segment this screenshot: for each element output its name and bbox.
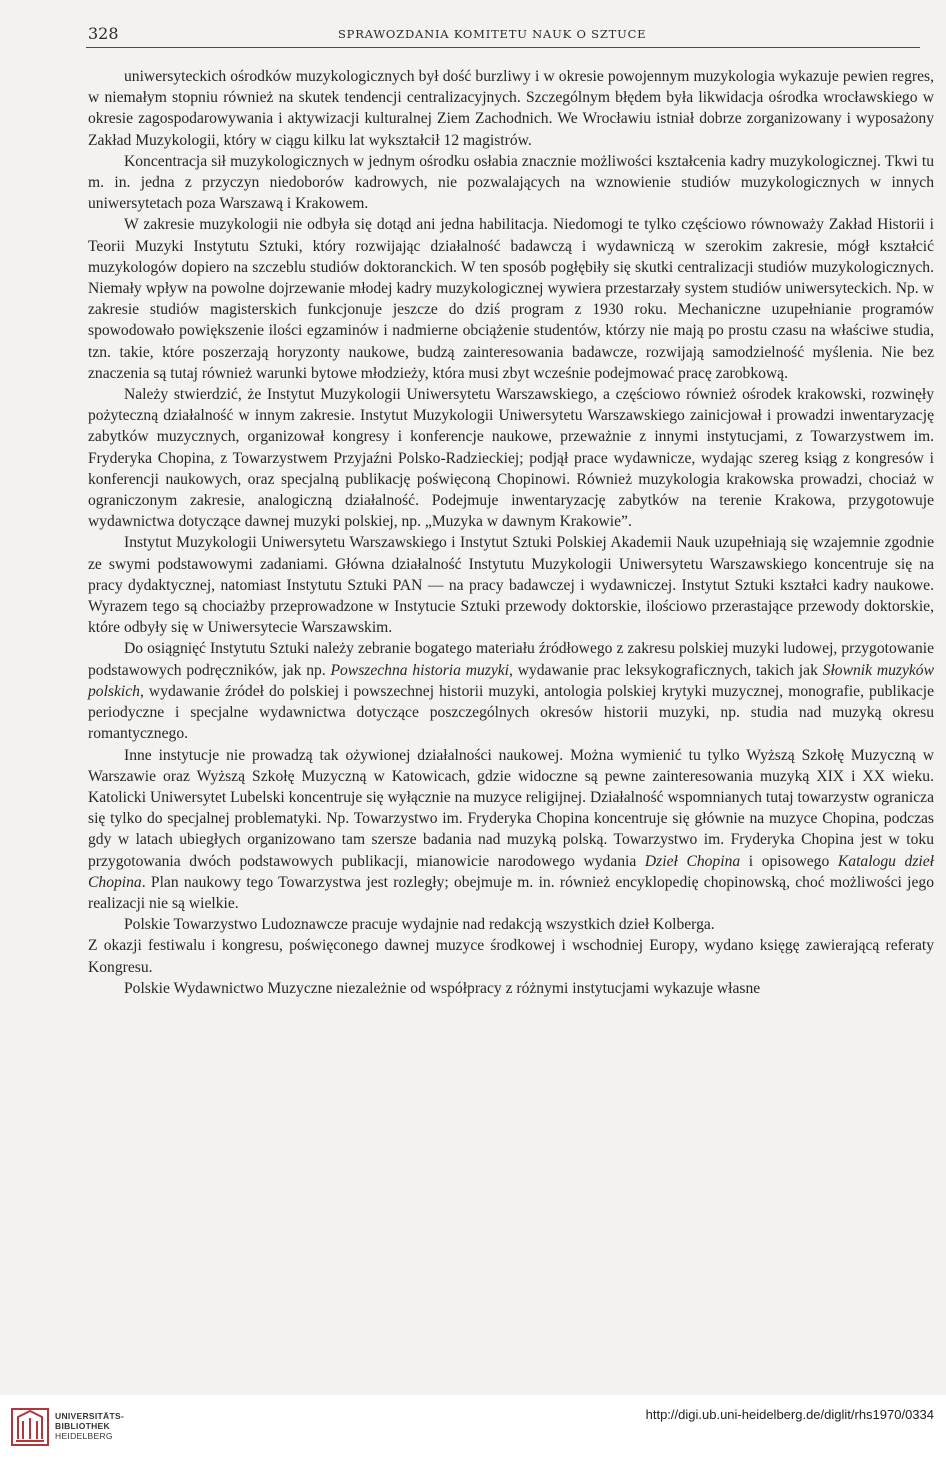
book-title: Dzieł Chopina <box>644 852 741 870</box>
library-logo-text <box>55 1411 124 1441</box>
text-run: Należy stwierdzić, że Instytut Muzykologii Uniwersytetu Warszawskiego, a częściowo również ośrodek krakowski, rozwinęły pożyteczną działalność w innym zakresie. Instytut Muzykologii Uniwersytetu Warszawskiego zainicjował i prowadzi inwentaryzację zabytków muzycznych, organizował kongresy i konferencje naukowe, przeważnie z innymi instytucjami, z Towarzystwem im. Fryderyka Chopina, z Towarzystwem Przyjaźni Polsko-Radzieckiej; podjął prace wydawnicze, wydając szereg ksiąg z kongresów i konferencji naukowych, oraz specjalną publikację poświęconą Chopinowi. Również muzykologia krakowska prowadzi, chociaż w ograniczonym zakresie, analogiczną działalność. Podejmuje inwentaryzację zabytków na terenie Krakowa, przygotowuje wydawnictwa dotyczące dawnej muzyki polskiej, np. „Muzyka w dawnym Krakowie”. <box>88 386 934 531</box>
paragraph <box>88 745 934 915</box>
text-run: i opisowego <box>740 852 838 870</box>
paragraph <box>88 384 934 532</box>
text-run: Polskie Wydawnictwo Muzyczne niezależnie od współpracy z różnymi instytucjami wykazuje własne <box>124 979 761 997</box>
book-title: Słownik muzyków polskich <box>88 661 934 700</box>
paragraph <box>88 66 934 151</box>
page-number: 328 <box>88 24 119 43</box>
paragraph <box>88 151 934 215</box>
paragraph <box>88 638 934 744</box>
text-run: Z okazji festiwalu i kongresu, poświęconego dawnej muzyce środkowej i wschodniej Europy, wydano księgę zawierającą referaty Kongresu. <box>88 937 934 976</box>
text-run: . Plan naukowy tego Towarzystwa jest rozległy; obejmuje m. in. również encyklopedię chopinowską, choć możliwości jego realizacji nie są wielkie. <box>88 873 934 912</box>
permalink-url[interactable]: http://digi.ub.uni-heidelberg.de/diglit/rhs1970/0334 <box>645 1407 934 1422</box>
book-title: Katalogu dzieł Chopina <box>88 852 934 891</box>
running-head <box>88 24 922 46</box>
paragraph <box>88 214 934 384</box>
paragraph <box>88 914 934 935</box>
text-run: Koncentracja sił muzykologicznych w jednym ośrodku osłabia znacznie możliwości kształcenia kadry muzykologicznej. Tkwi tu m. in. jedna z przyczyn niedoborów kadrowych, nie pozwalających na wznowienie studiów muzykologicznych w innych uniwersytetach poza Warszawą i Krakowem. <box>88 152 934 213</box>
library-crest-icon <box>10 1407 50 1447</box>
text-run: Do osiągnięć Instytutu Sztuki należy zebranie bogatego materiału źródłowego z zakresu polskiej muzyki ludowej, przygotowanie podstawowych podręczników, jak np. <box>88 640 934 679</box>
running-title: SPRAWOZDANIA KOMITETU NAUK O SZTUCE <box>338 27 647 41</box>
paragraph <box>88 935 934 977</box>
logo-line: HEIDELBERG <box>55 1431 113 1441</box>
logo-line: UNIVERSITÄTS- <box>55 1411 125 1421</box>
text-run: Inne instytucje nie prowadzą tak ożywionej działalności naukowej. Można wymienić tu tylko Wyższą Szkołę Muzyczną w Warszawie oraz Wyższą Szkołę Muzyczną w Katowicach, gdzie widoczne są pewne zainteresowania muzyką XIX i XX wieku. Katolicki Uniwersytet Lubelski koncentruje się wyłącznie na muzyce religijnej. Działalność wspomnianych tutaj towarzystw ogranicza się tylko do specjalnej problematyki. Np. Towarzystwo im. Fryderyka Chopina koncentruje się głównie na muzyce Chopina, podczas gdy w latach ubiegłych organizowano tam szersze badania nad muzyką polską. Towarzystwo im. Fryderyka Chopina jest w toku przygotowania dwóch podstawowych publikacji, mianowicie narodowego wydania <box>88 746 934 870</box>
text-run: uniwersyteckich ośrodków muzykologicznych był dość burzliwy i w okresie powojennym muzykologia wykazuje pewien regres, w niemałym stopniu również na skutek tendencji centralizacyjnych. Szczególnym błędem była likwidacja ośrodka wrocławskiego w okresie zagospodarowywania i aktywizacji kulturalnej Ziem Zachodnich. We Wrocławiu istniał dobrze zorganizowany i wyposażony Zakład Muzykologii, który w ciągu kilku lat wykształcił 12 magistrów. <box>88 68 934 149</box>
paragraph <box>88 532 934 638</box>
text-run: Polskie Towarzystwo Ludoznawcze pracuje wydajnie nad redakcją wszystkich dzieł Kolberga. <box>124 916 715 934</box>
text-run: , wydawanie źródeł do polskiej i powszechnej historii muzyki, antologia polskiej krytyki muzycznej, monografie, publikacje periodyczne i specjalne wydawnictwa dotyczące poszczególnych okresów historii muzyki, np. studia nad muzyką okresu romantycznego. <box>88 682 934 743</box>
text-run: Instytut Muzykologii Uniwersytetu Warszawskiego i Instytut Sztuki Polskiej Akademii Nauk uzupełniają się wzajemnie zgodnie ze swymi podstawowymi zadaniami. Główna działalność Instytutu Muzykologii Uniwersytetu Warszawskiego koncentruje się na pracy dydaktycznej, natomiast Instytutu Sztuki PAN — na pracy badawczej i wydawniczej. Instytut Sztuki kształci kadry naukowe. Wyrazem tego są chociażby przeprowadzone w Instytucie Sztuki przewody doktorskie, ilościowo przerastające przewody doktorskie, które odbyły się w Uniwersytecie Warszawskim. <box>88 534 934 637</box>
paragraph <box>88 978 934 999</box>
logo-line: BIBLIOTHEK <box>55 1421 110 1431</box>
text-run: W zakresie muzykologii nie odbyła się dotąd ani jedna habilitacja. Niedomogi te tylko częściowo równoważy Zakład Historii i Teorii Muzyki Instytutu Sztuki, który rozwijając działalność badawczą i wydawniczą w szerokim zakresie, mógł kształcić muzykologów dopiero na szczeblu studiów doktoranckich. W ten sposób pogłębiły się skutki centralizacji studiów muzykologicznych. Niemały wpływ na powolne dojrzewanie młodej kadry muzykologicznej wywiera przestarzały system studiów uniwersyteckich. Np. w zakresie studiów magisterskich funkcjonuje jeszcze do dziś program z 1930 roku. Mechaniczne uzupełnianie programów spowodowało powiększenie ilości egzaminów i nadmierne obciążenie studentów, którzy nie mają po prostu czasu na właściwe studia, tzn. takie, które poszerzają horyzonty naukowe, budzą zainteresowania badawcze, rozwijają samodzielność myślenia. Nie bez znaczenia są tutaj również warunki bytowe młodzieży, która musi zbyt wcześnie podejmować pracę zarobkową. <box>88 216 934 382</box>
text-run: , wydawanie prac leksykograficznych, takich jak <box>509 661 823 679</box>
book-title: Powszechna historia muzyki <box>330 661 509 679</box>
body-text <box>88 66 934 999</box>
header-rule <box>86 47 920 48</box>
viewer-footer <box>0 1395 946 1460</box>
